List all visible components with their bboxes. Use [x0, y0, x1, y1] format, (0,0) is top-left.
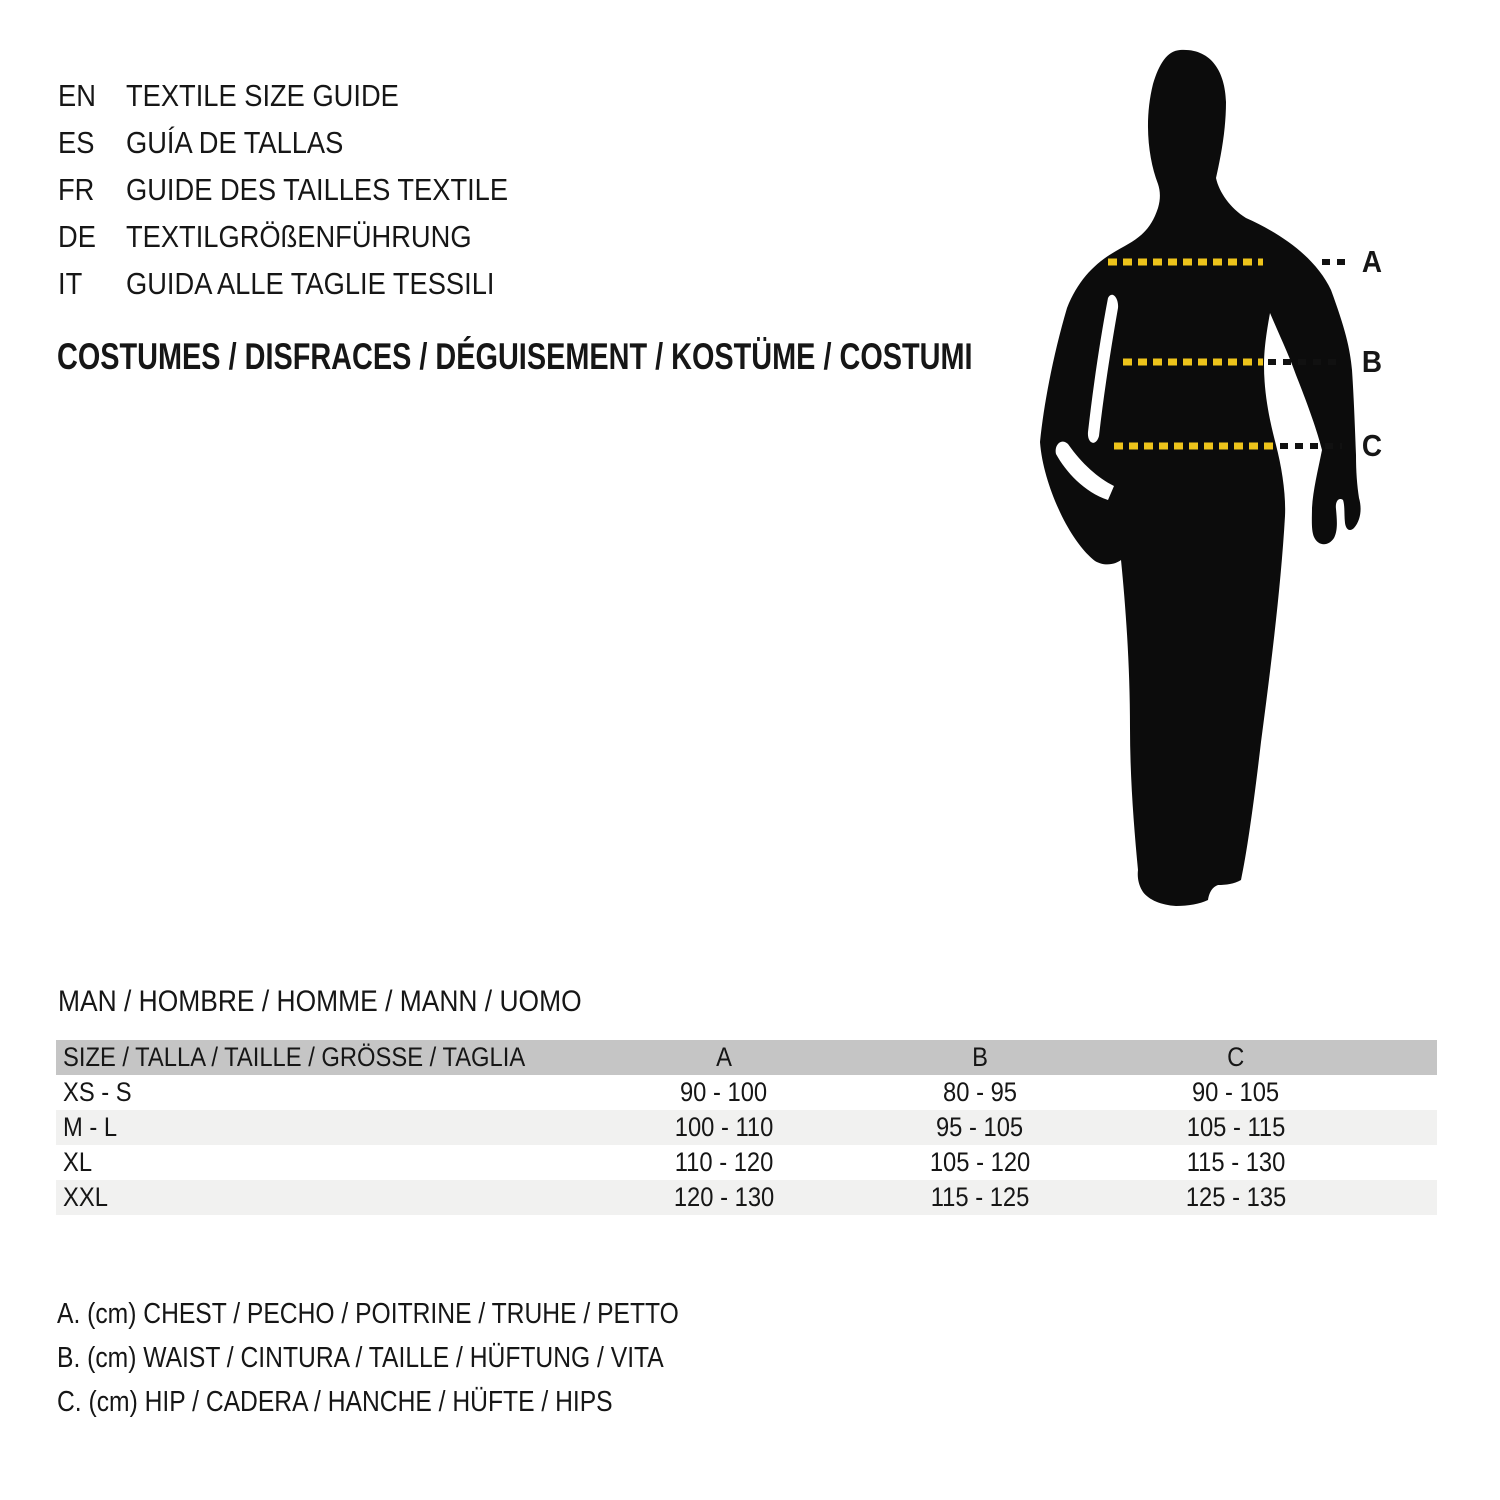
measure-label-a: A	[1361, 244, 1383, 279]
measure-label-b: B	[1361, 344, 1383, 379]
value-cell-c: 115 - 130	[1186, 1147, 1286, 1177]
language-row-fr	[58, 166, 560, 213]
guide-title-it: GUIDA ALLE TAGLIE TESSILI	[126, 266, 495, 301]
legend-waist: B. (cm) WAIST / CINTURA / TAILLE / HÜFTUNG / VITA	[57, 1342, 664, 1374]
guide-title-de: TEXTILGRÖßENFÜHRUNG	[126, 219, 472, 254]
value-cell-b: 105 - 120	[929, 1147, 1031, 1177]
guide-title-fr: GUIDE DES TAILLES TEXTILE	[126, 172, 509, 207]
section-title-man: MAN / HOMBRE / HOMME / MANN / UOMO	[58, 985, 582, 1018]
legend-hip: C. (cm) HIP / CADERA / HANCHE / HÜFTE / HIPS	[57, 1386, 613, 1418]
measurement-legend	[57, 1300, 789, 1432]
language-row-it	[58, 260, 560, 307]
value-cell-a: 110 - 120	[674, 1147, 774, 1177]
size-cell: M - L	[63, 1112, 118, 1142]
table-row-xl	[56, 1145, 1437, 1180]
language-code: DE	[58, 219, 96, 254]
value-cell-a: 100 - 110	[674, 1112, 774, 1142]
value-cell-a: 120 - 130	[673, 1182, 775, 1212]
language-row-de	[58, 213, 560, 260]
value-cell-c: 90 - 105	[1192, 1077, 1280, 1107]
language-row-en	[58, 72, 560, 119]
column-header-b: B	[972, 1042, 988, 1072]
size-table-header-row	[56, 1040, 1437, 1075]
size-cell: XXL	[63, 1182, 108, 1212]
size-cell: XS - S	[63, 1077, 132, 1107]
measure-label-c: C	[1361, 428, 1383, 463]
language-code: IT	[58, 266, 83, 301]
value-cell-c: 125 - 135	[1185, 1182, 1287, 1212]
table-row-xs-s	[56, 1075, 1437, 1110]
language-code: FR	[58, 172, 95, 207]
category-title: COSTUMES / DISFRACES / DÉGUISEMENT / KOSTÜME / COSTUMI	[57, 336, 973, 377]
language-code: EN	[58, 78, 96, 113]
size-header-cell: SIZE / TALLA / TAILLE / GRÖSSE / TAGLIA	[63, 1042, 526, 1072]
size-cell: XL	[63, 1147, 93, 1177]
value-cell-b: 95 - 105	[936, 1112, 1024, 1142]
man-measurement-figure	[1020, 40, 1500, 960]
guide-title-es: GUÍA DE TALLAS	[126, 125, 344, 160]
table-row-m-l	[56, 1110, 1437, 1145]
column-header-c: C	[1227, 1042, 1245, 1072]
language-title-list	[58, 72, 560, 307]
column-header-a: A	[716, 1042, 732, 1072]
table-row-xxl	[56, 1180, 1437, 1215]
value-cell-a: 90 - 100	[680, 1077, 768, 1107]
language-row-es	[58, 119, 560, 166]
man-silhouette-icon	[1020, 40, 1500, 960]
guide-title-en: TEXTILE SIZE GUIDE	[126, 78, 399, 113]
legend-chest: A. (cm) CHEST / PECHO / POITRINE / TRUHE / PETTO	[57, 1298, 679, 1330]
value-cell-b: 115 - 125	[930, 1182, 1030, 1212]
language-code: ES	[58, 125, 95, 160]
size-table	[56, 1040, 1437, 1215]
value-cell-b: 80 - 95	[943, 1077, 1017, 1107]
value-cell-c: 105 - 115	[1186, 1112, 1286, 1142]
